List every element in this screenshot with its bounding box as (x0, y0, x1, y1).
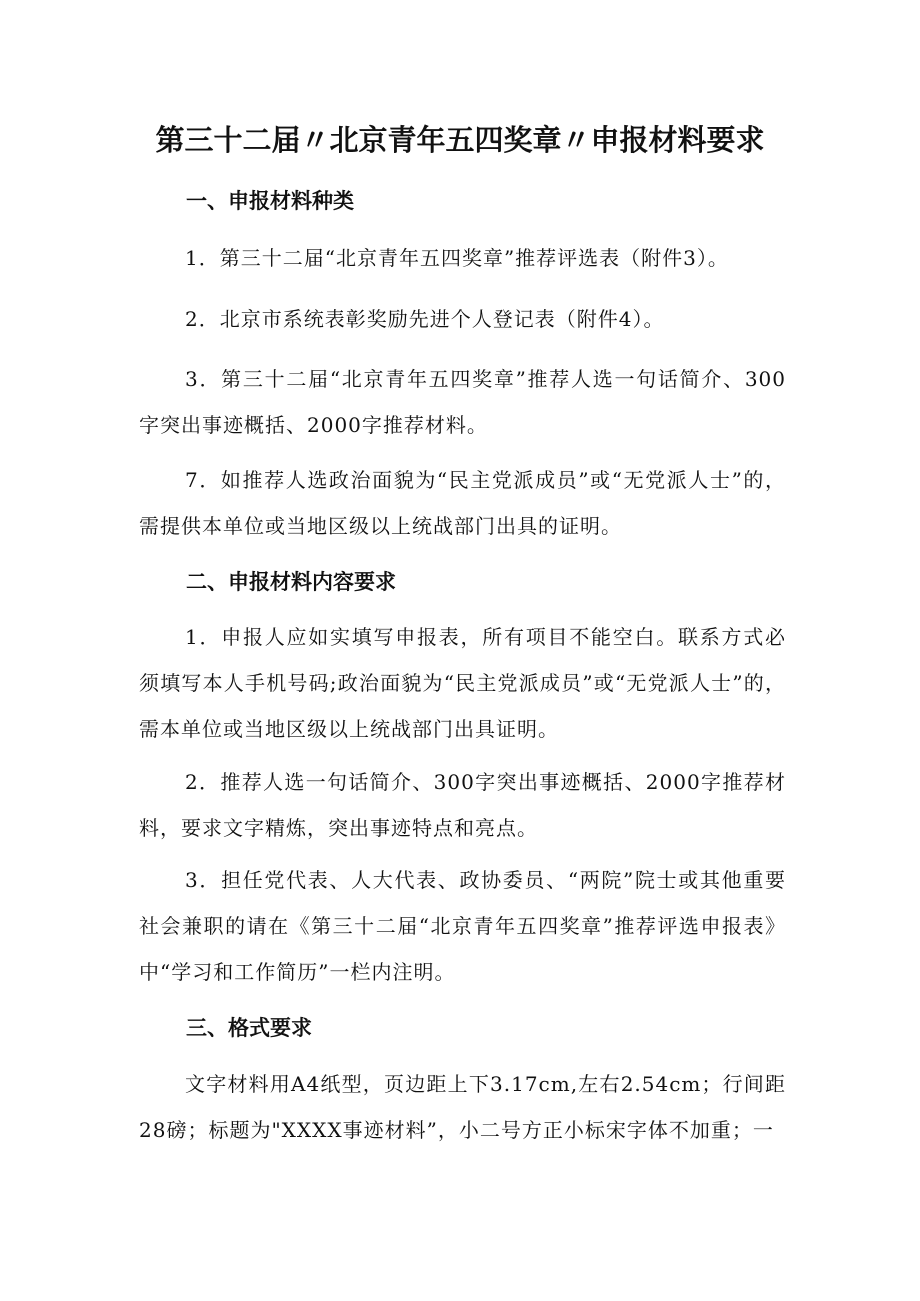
paragraph: 1．申报人应如实填写申报表，所有项目不能空白。联系方式必须填写本人手机号码;政治面貌为“民主党派成员”或“无党派人士”的，需本单位或当地区级以上统战部门出具证明。 (139, 625, 786, 741)
paragraph: 2．推荐人选一句话简介、300字突出事迹概括、2000字推荐材料，要求文字精炼，突出事迹特点和亮点。 (139, 770, 786, 840)
paragraph: 文字材料用A4纸型，页边距上下3.17cm,左右2.54cm；行间距28磅；标题为"XXXX事迹材料”，小二号方正小标宋字体不加重；一 (139, 1072, 786, 1142)
section-heading-content: 二、申报材料内容要求 (186, 570, 396, 594)
paragraph: 2．北京市系统表彰奖励先进个人登记表（附件4）。 (185, 307, 665, 331)
paragraph: 1．第三十二届“北京青年五四奖章”推荐评选表（附件3）。 (185, 246, 729, 270)
paragraph: 3．第三十二届“北京青年五四奖章”推荐人选一句话简介、300字突出事迹概括、2000字推荐材料。 (139, 367, 786, 437)
document-title: 第三十二届〃北京青年五四奖章〃申报材料要求 (155, 123, 765, 157)
section-heading-format: 三、格式要求 (186, 1016, 312, 1040)
section-heading-types: 一、申报材料种类 (186, 189, 354, 213)
paragraph: 7．如推荐人选政治面貌为“民主党派成员”或“无党派人士”的，需提供本单位或当地区级以上统战部门出具的证明。 (139, 468, 786, 538)
paragraph: 3．担任党代表、人大代表、政协委员、“两院”院士或其他重要社会兼职的请在《第三十二届“北京青年五四奖章”推荐评选申报表》中“学习和工作简历”一栏内注明。 (139, 868, 786, 984)
